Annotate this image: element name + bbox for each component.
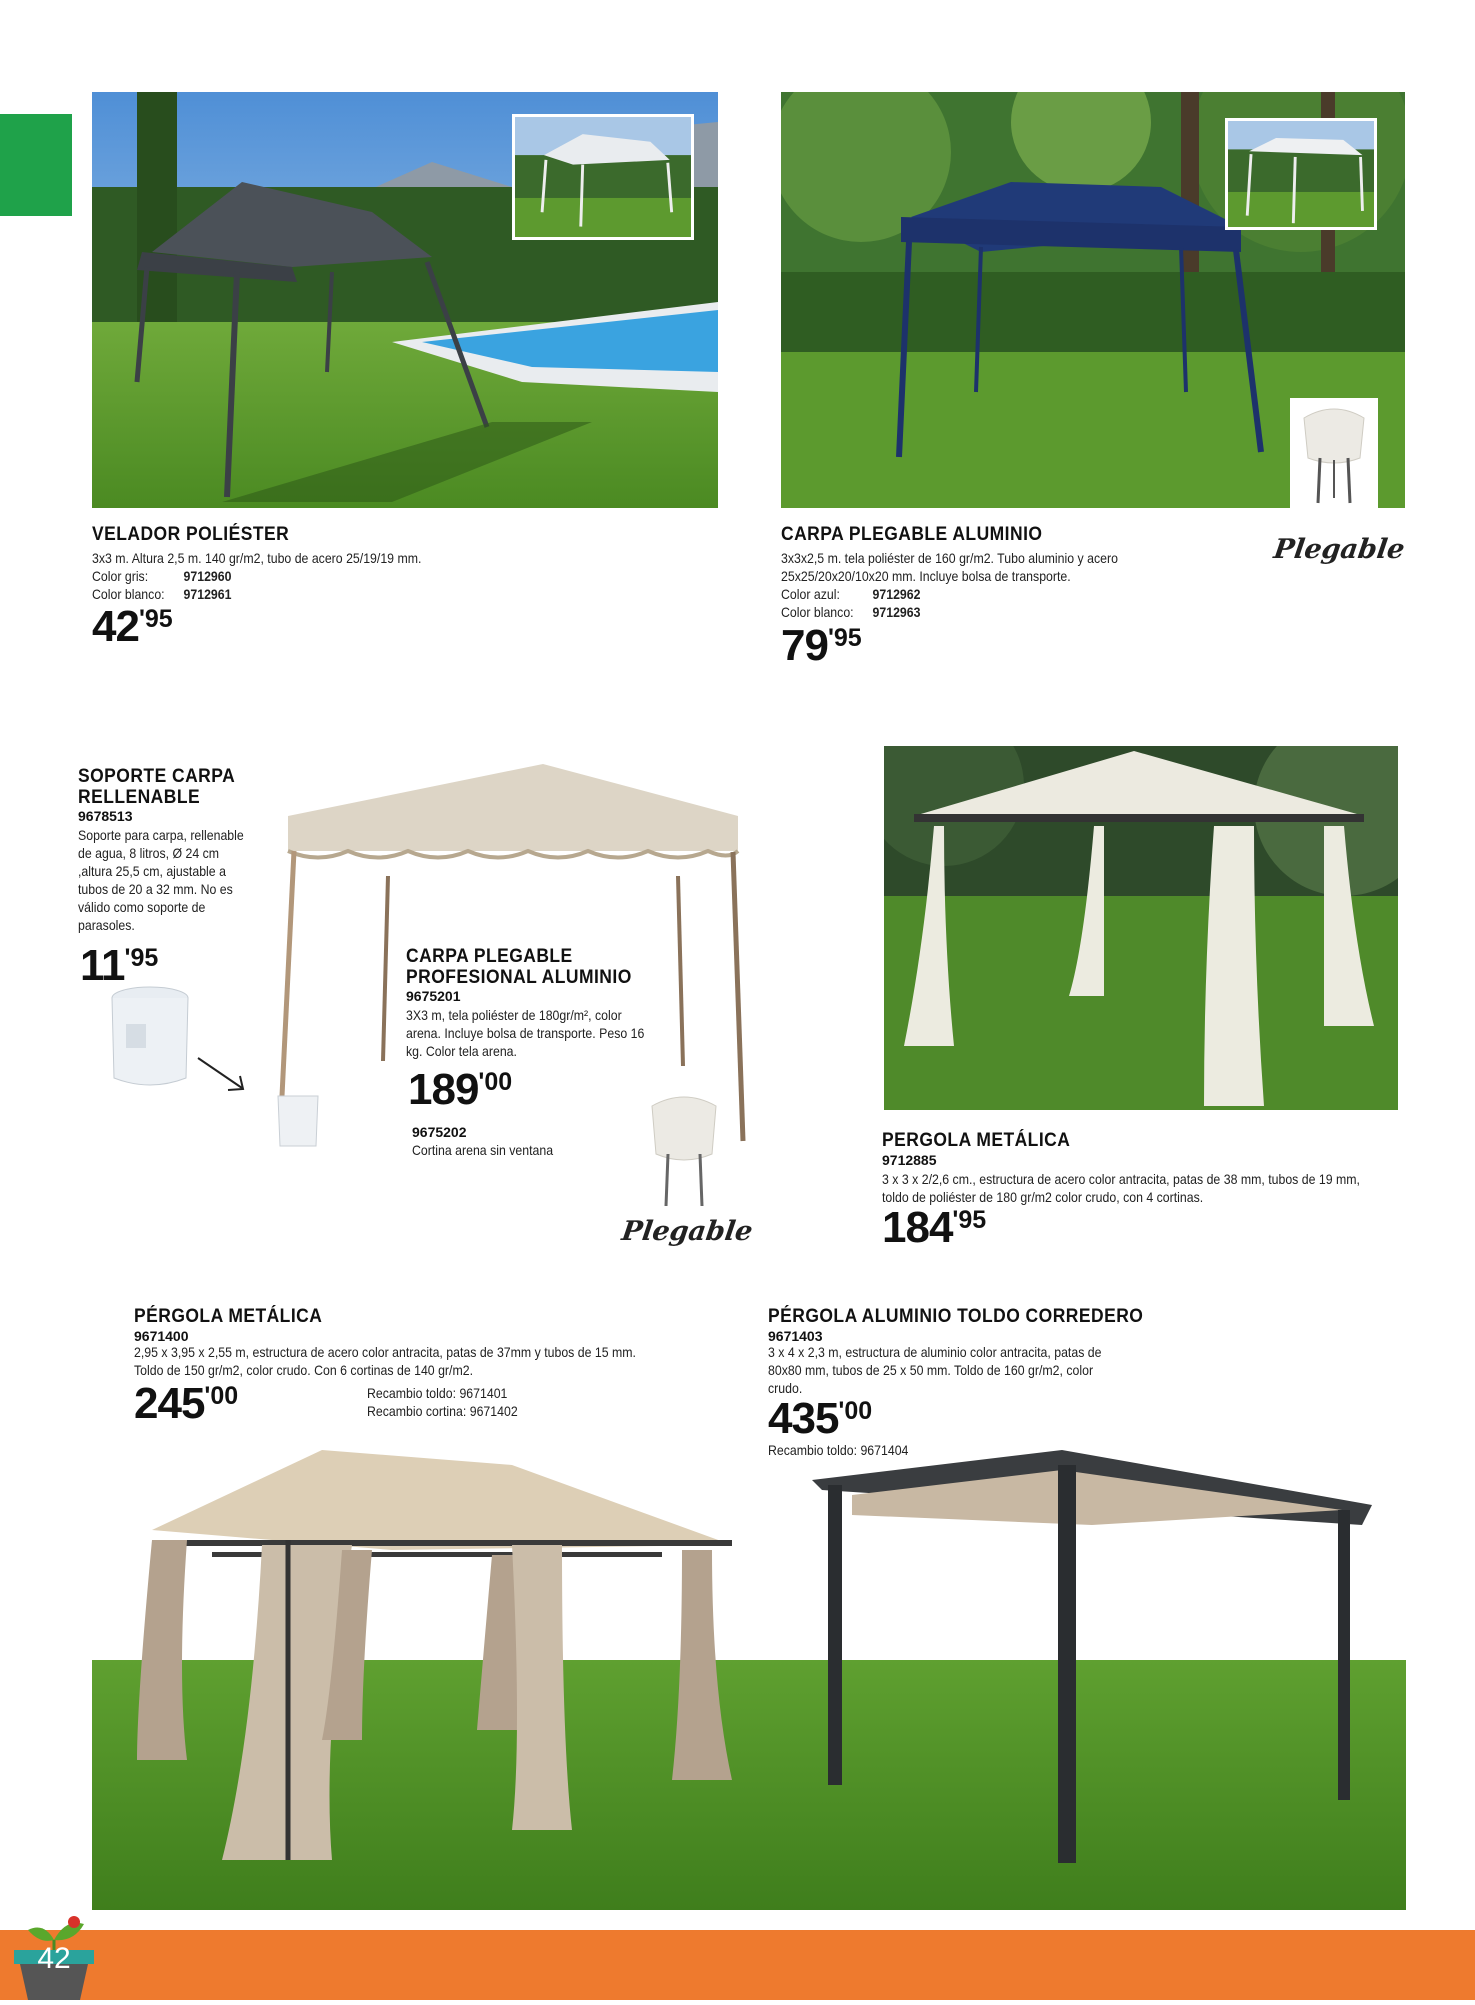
variant-row <box>92 567 356 585</box>
spare-part: Recambio toldo: 9671404 <box>768 1442 909 1458</box>
product-code: 9678513 <box>78 808 133 824</box>
water-base-image <box>108 984 192 1090</box>
spare-part: Recambio cortina: 9671402 <box>367 1403 518 1419</box>
product-title: CARPA PLEGABLE ALUMINIO <box>781 524 1043 545</box>
product-title: PÉRGOLA ALUMINIO TOLDO CORREDERO <box>768 1306 1144 1327</box>
folded-tent-icon <box>642 1088 726 1212</box>
price-integer: 42 <box>92 602 139 651</box>
variant-row <box>781 585 1045 603</box>
price-integer: 79 <box>781 621 828 670</box>
footer-bar <box>0 1930 1475 2000</box>
variant-label: Color blanco: <box>781 604 854 620</box>
variant-list <box>92 567 356 603</box>
variant-list <box>781 585 1045 621</box>
section-tab <box>0 114 72 216</box>
variant-code: 9712963 <box>872 604 921 620</box>
product-title-line: RELLENABLE <box>78 787 201 808</box>
product-code: 9712885 <box>882 1152 937 1168</box>
product-code: 9671400 <box>134 1328 189 1344</box>
product-description: 3x3 m. Altura 2,5 m. 140 gr/m2, tubo de acero 25/19/19 mm. <box>92 550 422 566</box>
product-description: 2,95 x 3,95 x 2,55 m, estructura de acero color antracita, patas de 37mm y tubos de 15 mm. Toldo de 150 gr/m2, color crudo. Con 6 cortinas de 140 gr/m2. <box>134 1344 636 1378</box>
spare-part: Recambio toldo: 9671401 <box>367 1385 508 1401</box>
variant-row <box>781 603 1045 621</box>
variant-label: Color gris: <box>92 568 149 584</box>
variant-code: 9712960 <box>183 568 232 584</box>
product-title-line: PROFESIONAL ALUMINIO <box>406 967 632 988</box>
product-code: 9675201 <box>406 988 461 1004</box>
price-decimal: '95 <box>138 605 173 633</box>
product-photo-pergola-metalica <box>884 746 1398 1110</box>
product-inset-white-velador <box>512 114 694 240</box>
product-price <box>768 1394 873 1443</box>
product-description: 3x3x2,5 m. tela poliéster de 160 gr/m2. Tubo aluminio y acero 25x25/20x20/10x20 mm. Incluye bolsa de transporte. <box>781 550 1118 584</box>
product-title-line: CARPA PLEGABLE <box>406 946 573 967</box>
price-decimal: '95 <box>827 624 862 652</box>
product-price <box>80 941 159 990</box>
folded-tent-icon <box>1290 398 1378 510</box>
product-description: 3X3 m, tela poliéster de 180gr/m², color arena. Incluye bolsa de transporte. Peso 16 kg. Color tela arena. <box>406 1007 645 1059</box>
variant-code: 9712962 <box>872 586 921 602</box>
price-decimal: '00 <box>478 1068 513 1096</box>
accessory-code: 9675202 <box>412 1124 467 1140</box>
page-number: 42 <box>37 1942 71 1975</box>
product-price <box>781 621 862 670</box>
product-description: Soporte para carpa, rellenable de agua, 8 litros, Ø 24 cm ,altura 25,5 cm, ajustable a tubos de 20 a 32 mm. No es válido como soporte de parasoles. <box>78 827 244 933</box>
variant-label: Color blanco: <box>92 586 165 602</box>
spare-parts <box>367 1384 569 1420</box>
product-title: PÉRGOLA METÁLICA <box>134 1306 323 1327</box>
price-decimal: '00 <box>204 1382 239 1410</box>
price-decimal: '00 <box>838 1397 873 1425</box>
variant-row <box>92 585 356 603</box>
price-integer: 435 <box>768 1394 839 1443</box>
price-decimal: '95 <box>124 944 159 972</box>
product-title-line: SOPORTE CARPA <box>78 766 236 787</box>
product-inset-white-carpa <box>1225 118 1377 230</box>
product-title: VELADOR POLIÉSTER <box>92 524 290 545</box>
product-price <box>134 1379 239 1428</box>
product-title: PERGOLA METÁLICA <box>882 1130 1071 1151</box>
plegable-label: Plegable <box>1271 534 1407 565</box>
price-integer: 245 <box>134 1379 205 1428</box>
product-title <box>78 766 235 808</box>
accessory-description: Cortina arena sin ventana <box>412 1142 554 1158</box>
arrow-icon <box>196 1054 248 1094</box>
product-code: 9671403 <box>768 1328 823 1344</box>
product-description: 3 x 4 x 2,3 m, estructura de aluminio color antracita, patas de 80x80 mm, tubos de 25 x 50 mm. Toldo de 160 gr/m2, color crudo. <box>768 1344 1102 1396</box>
price-integer: 189 <box>408 1065 479 1114</box>
pergolas-scene <box>92 1440 1406 1910</box>
price-integer: 184 <box>882 1203 953 1252</box>
price-integer: 11 <box>80 941 125 990</box>
variant-code: 9712961 <box>183 586 232 602</box>
variant-label: Color azul: <box>781 586 840 602</box>
product-price <box>882 1203 987 1252</box>
product-title <box>406 946 632 988</box>
product-price <box>408 1065 513 1114</box>
plegable-label: Plegable <box>619 1216 755 1247</box>
product-description: 3 x 3 x 2/2,6 cm., estructura de acero color antracita, patas de 38 mm, tubos de 19 mm, toldo de poliéster de 180 gr/m2 color crudo, con 4 cortinas. <box>882 1171 1360 1205</box>
price-decimal: '95 <box>952 1206 987 1234</box>
product-price <box>92 602 173 651</box>
